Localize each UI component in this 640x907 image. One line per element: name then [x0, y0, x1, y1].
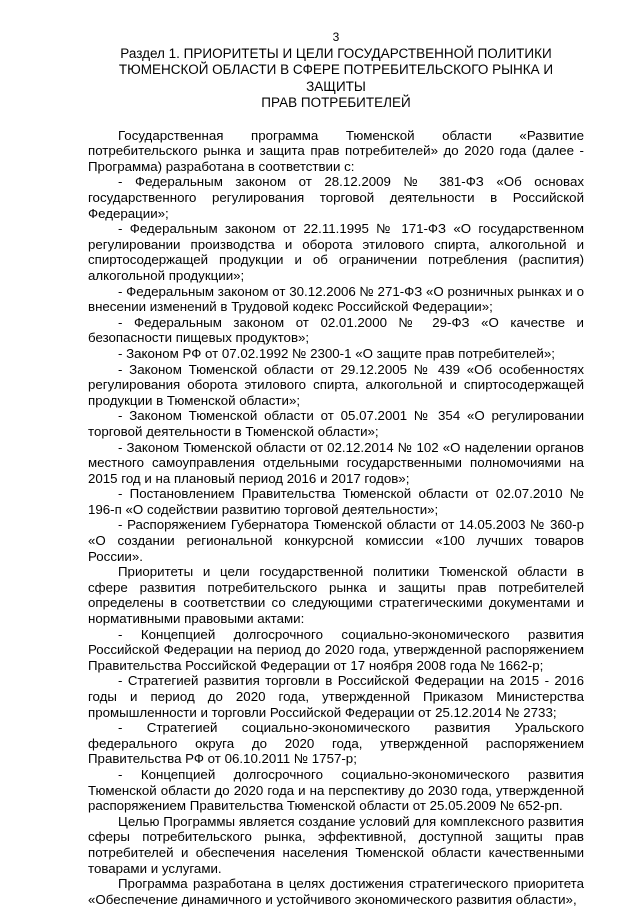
- section-title: [88, 46, 584, 112]
- list-item: - Концепцией долгосрочного социально-экономического развития Тюменской области до 2020 года и на перспективу до 2030 года, утвержденной распоряжением Правительства Тюменской области от 25.05.2009 № 652-рп.: [88, 766, 584, 814]
- section-title-line: ПРАВ ПОТРЕБИТЕЛЕЙ: [261, 95, 411, 111]
- list-item: - Законом Тюменской области от 29.12.2005 № 439 «Об особенностях регулирования оборота этилового спирта, алкогольной и спиртосодержащей продукции в Тюменской области»;: [88, 361, 584, 408]
- intro-paragraph: Государственная программа Тюменской области «Развитие потребительского рынка и защита прав потребителей» до 2020 года (далее - Программа) разработана в соответствии с:: [88, 127, 584, 174]
- list-item: - Стратегией социально-экономического развития Уральского федерального округа до 2020 года, утвержденной распоряжением Правительства РФ от 06.10.2011 № 1757-р;: [88, 720, 584, 767]
- program-paragraph: Программа разработана в целях достижения стратегического приоритета «Обеспечение динамичного и устойчивого экономического развития области»,: [88, 876, 584, 907]
- list-item: - Стратегией развития торговли в Российской Федерации на 2015 - 2016 годы и период до 2020 года, утвержденной Приказом Министерства промышленности и торговли Российской Федерации от 25.12.2014 № 2733;: [88, 673, 584, 720]
- list-item: - Распоряжением Губернатора Тюменской области от 14.05.2003 № 360-р «О создании региональной конкурсной комиссии «100 лучших товаров России».: [88, 517, 584, 564]
- page-number: 3: [332, 30, 340, 44]
- goal-paragraph: Целью Программы является создание условий для комплексного развития сферы потребительского рынка, эффективной, доступной защиты прав потребителей и обеспечения населения Тюменской области качественными товарами и услугами.: [88, 813, 584, 876]
- section-title-line: Раздел 1. ПРИОРИТЕТЫ И ЦЕЛИ ГОСУДАРСТВЕННОЙ ПОЛИТИКИ: [120, 46, 552, 61]
- list-item: - Законом Тюменской области от 05.07.2001 № 354 «О регулировании торговой деятельности в Тюменской области»;: [88, 408, 584, 439]
- list-item: - Законом РФ от 07.02.1992 № 2300-1 «О защите прав потребителей»;: [118, 345, 555, 361]
- list-item: - Федеральным законом от 22.11.1995 № 171-ФЗ «О государственном регулировании производства и оборота этилового спирта, алкогольной и спиртосодержащей продукции и об ограничении потребления (распития) алкогольной продукции»;: [88, 221, 584, 283]
- list-item: - Федеральным законом от 28.12.2009 № 381-ФЗ «Об основах государственного регулирования торговой деятельности в Российской Федерации»;: [88, 174, 584, 221]
- priorities-paragraph: Приоритеты и цели государственной политики Тюменской области в сфере развития потребительского рынка и защиты прав потребителей определены в соответствии со следующими стратегическими документами и нормативными правовыми актами:: [88, 564, 584, 627]
- list-item: - Концепцией долгосрочного социально-экономического развития Российской Федерации на период до 2020 года, утвержденной распоряжением Правительства Российской Федерации от 17 ноября 2008 года № 1662-р;: [88, 626, 584, 673]
- list-item: - Законом Тюменской области от 02.12.2014 № 102 «О наделении органов местного самоуправления отдельными государственными полномочиями на 2015 год и на плановый период 2016 и 2017 годов»;: [88, 439, 584, 486]
- list-item: - Федеральным законом от 30.12.2006 № 271-ФЗ «О розничных рынках и о внесении изменений в Трудовой кодекс Российской Федерации»;: [88, 283, 584, 315]
- list-item: - Федеральным законом от 02.01.2000 № 29-ФЗ «О качестве и безопасности пищевых продуктов»;: [88, 314, 584, 346]
- document-body: [88, 128, 584, 907]
- list-item: - Постановлением Правительства Тюменской области от 02.07.2010 № 196-п «О содействии развитию торговой деятельности»;: [88, 486, 584, 517]
- section-title-line: ТЮМЕНСКОЙ ОБЛАСТИ В СФЕРЕ ПОТРЕБИТЕЛЬСКОГО РЫНКА И ЗАЩИТЫ: [118, 62, 554, 94]
